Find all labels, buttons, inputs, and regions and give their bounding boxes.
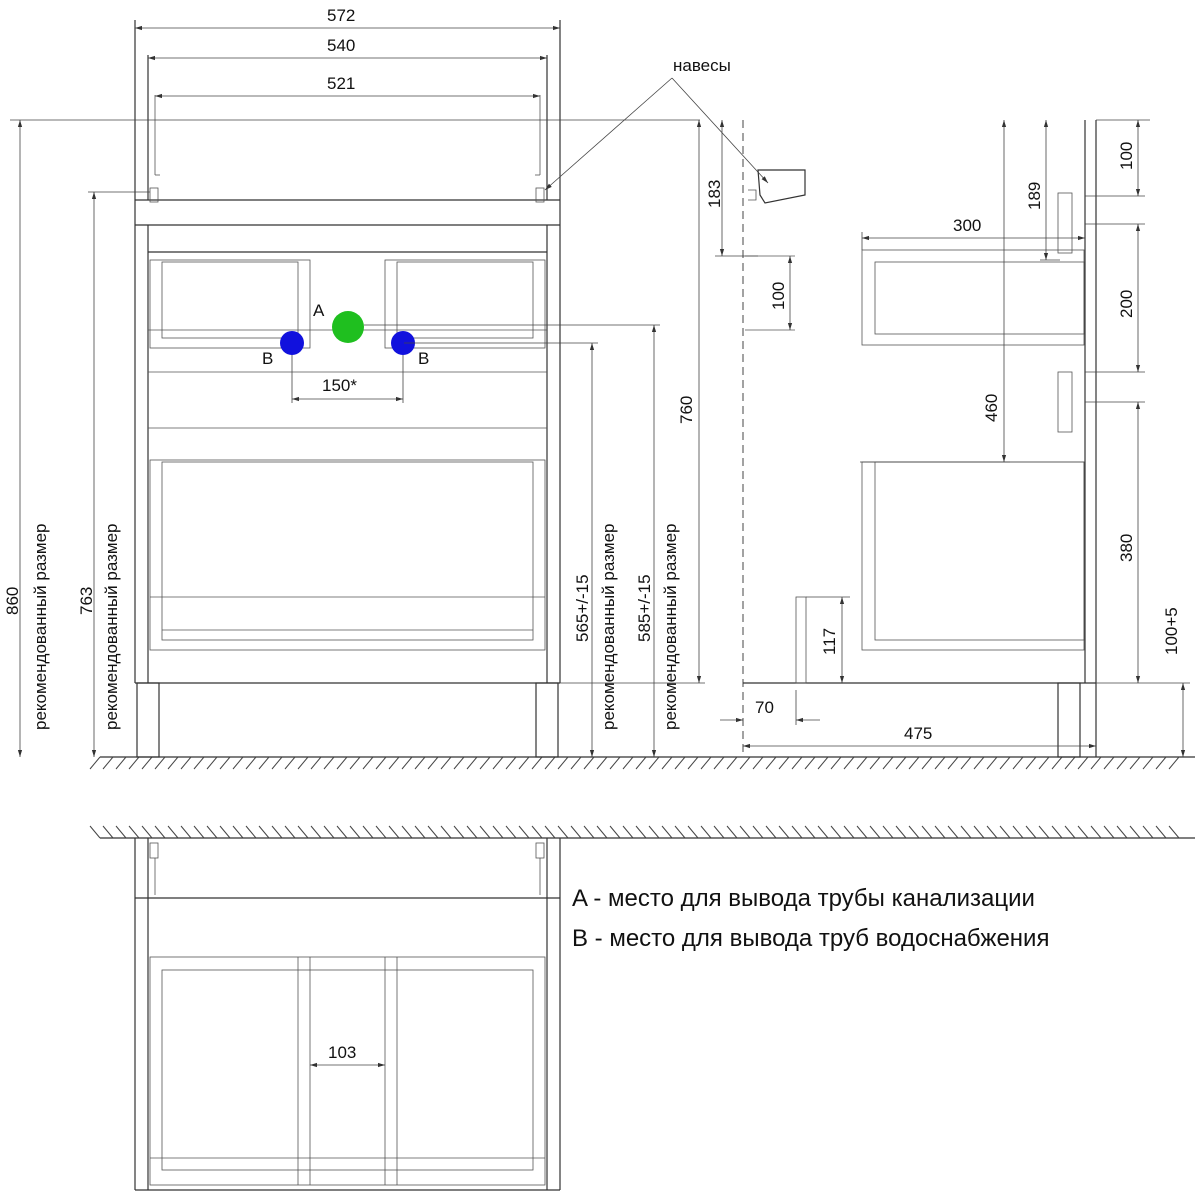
hatch-mark xyxy=(545,757,555,769)
hatch-mark xyxy=(363,757,373,769)
hatch-mark xyxy=(155,826,165,838)
hatch-mark xyxy=(1169,826,1179,838)
hatch-mark xyxy=(246,757,256,769)
dim-70 xyxy=(720,690,820,725)
hatch-mark xyxy=(1143,757,1153,769)
hatch-mark xyxy=(571,826,581,838)
svg-text:рекомендованный размер: рекомендованный размер xyxy=(661,523,680,730)
side-view xyxy=(743,120,1096,757)
hatch-mark xyxy=(1091,826,1101,838)
hatch-mark xyxy=(467,757,477,769)
hatch-mark xyxy=(961,757,971,769)
hatch-mark xyxy=(597,757,607,769)
hatch-mark xyxy=(844,826,854,838)
hatch-mark xyxy=(818,757,828,769)
svg-text:70: 70 xyxy=(755,698,774,717)
hatch-mark xyxy=(285,757,295,769)
hatch-mark xyxy=(545,826,555,838)
hatch-mark xyxy=(701,826,711,838)
label-b-left: B xyxy=(262,349,274,368)
dim-565 xyxy=(404,343,618,757)
hatch-mark xyxy=(116,757,126,769)
hatch-mark xyxy=(584,757,594,769)
dim-103 xyxy=(310,1043,385,1065)
hatch-mark xyxy=(961,826,971,838)
hatch-mark xyxy=(623,826,633,838)
hatch-mark xyxy=(246,826,256,838)
hatch-mark xyxy=(1039,757,1049,769)
hatch-mark xyxy=(129,757,139,769)
hatch-mark xyxy=(935,757,945,769)
hatch-mark xyxy=(805,826,815,838)
hatch-mark xyxy=(1104,826,1114,838)
hatch-mark xyxy=(493,757,503,769)
hatch-mark xyxy=(1039,826,1049,838)
svg-text:103: 103 xyxy=(328,1043,357,1062)
svg-text:540: 540 xyxy=(327,36,356,55)
dim-572 xyxy=(135,6,560,28)
hatch-mark xyxy=(753,757,763,769)
hatch-mark xyxy=(610,826,620,838)
svg-text:380: 380 xyxy=(1117,533,1136,562)
hatch-mark xyxy=(909,826,919,838)
hatch-mark xyxy=(311,757,321,769)
dim-585 xyxy=(364,325,680,757)
hatch-mark xyxy=(220,826,230,838)
dim-540 xyxy=(148,36,547,58)
hatch-mark xyxy=(987,757,997,769)
svg-text:100: 100 xyxy=(769,281,788,310)
hatch-mark xyxy=(831,757,841,769)
hatch-mark xyxy=(350,757,360,769)
hatch-mark xyxy=(480,826,490,838)
svg-text:585+/-15: 585+/-15 xyxy=(635,574,654,642)
hatch-mark xyxy=(948,826,958,838)
legend-b: B - место для вывода труб водоснабжения xyxy=(572,925,1050,952)
hatch-mark xyxy=(792,757,802,769)
hatch-mark xyxy=(701,757,711,769)
hatch-mark xyxy=(974,757,984,769)
hatch-mark xyxy=(363,826,373,838)
hatch-mark xyxy=(103,826,113,838)
hatch-mark xyxy=(298,826,308,838)
hatch-mark xyxy=(688,826,698,838)
hatch-mark xyxy=(324,826,334,838)
hatch-mark xyxy=(623,757,633,769)
hatch-mark xyxy=(194,826,204,838)
hatch-mark xyxy=(1143,826,1153,838)
dim-100-right xyxy=(1085,120,1150,224)
hatch-mark xyxy=(1052,826,1062,838)
hatch-mark xyxy=(506,757,516,769)
hatch-mark xyxy=(389,757,399,769)
hatch-mark xyxy=(870,757,880,769)
hatch-mark xyxy=(1078,757,1088,769)
hatch-mark xyxy=(948,757,958,769)
hatch-mark xyxy=(662,826,672,838)
hatch-mark xyxy=(1000,757,1010,769)
hatch-mark xyxy=(597,826,607,838)
hatch-mark xyxy=(532,757,542,769)
svg-text:навесы: навесы xyxy=(673,56,731,75)
hatch-mark xyxy=(818,826,828,838)
dim-100-5 xyxy=(1162,607,1183,757)
hatch-mark xyxy=(415,757,425,769)
floor-line-top xyxy=(90,757,1195,769)
hatch-mark xyxy=(649,757,659,769)
dim-117 xyxy=(806,597,850,683)
hatch-mark xyxy=(90,757,100,769)
dim-150 xyxy=(292,355,403,403)
hatch-mark xyxy=(1065,757,1075,769)
hatch-mark xyxy=(298,757,308,769)
hatch-mark xyxy=(649,826,659,838)
hatch-mark xyxy=(1000,826,1010,838)
hatch-mark xyxy=(1156,826,1166,838)
hatch-mark xyxy=(740,826,750,838)
hatch-mark xyxy=(376,757,386,769)
hatch-mark xyxy=(1156,757,1166,769)
svg-text:760: 760 xyxy=(677,395,696,424)
svg-text:475: 475 xyxy=(904,724,933,743)
hatch-mark xyxy=(428,826,438,838)
hatch-mark xyxy=(922,826,932,838)
hatch-mark xyxy=(779,757,789,769)
hatch-mark xyxy=(857,757,867,769)
hatch-mark xyxy=(805,757,815,769)
hatch-mark xyxy=(519,757,529,769)
hatch-mark xyxy=(311,826,321,838)
hatch-mark xyxy=(441,757,451,769)
label-b-right: B xyxy=(418,349,430,368)
hatch-mark xyxy=(1078,826,1088,838)
hatch-mark xyxy=(402,826,412,838)
hatch-mark xyxy=(168,757,178,769)
hatch-mark xyxy=(155,757,165,769)
svg-text:рекомендованный размер: рекомендованный размер xyxy=(102,523,121,730)
svg-text:572: 572 xyxy=(327,6,356,25)
hatch-mark xyxy=(415,826,425,838)
svg-text:521: 521 xyxy=(327,74,356,93)
hatch-mark xyxy=(1091,757,1101,769)
svg-text:460: 460 xyxy=(982,393,1001,422)
hatch-mark xyxy=(194,757,204,769)
svg-text:565+/-15: 565+/-15 xyxy=(573,574,592,642)
legend-a: A - место для вывода трубы канализации xyxy=(572,885,1035,912)
hatch-mark xyxy=(142,757,152,769)
hatch-mark xyxy=(558,826,568,838)
hatch-mark xyxy=(675,757,685,769)
hatch-mark xyxy=(129,826,139,838)
hatch-mark xyxy=(1065,826,1075,838)
svg-text:189: 189 xyxy=(1025,181,1044,210)
hatch-mark xyxy=(480,757,490,769)
svg-text:117: 117 xyxy=(820,627,839,655)
svg-text:763: 763 xyxy=(77,586,96,615)
hatch-mark xyxy=(688,757,698,769)
hatch-mark xyxy=(207,826,217,838)
hatch-mark xyxy=(1130,826,1140,838)
hatch-mark xyxy=(337,826,347,838)
dim-460 xyxy=(860,120,1010,462)
hatch-mark xyxy=(870,826,880,838)
hatch-mark xyxy=(1026,757,1036,769)
hatch-mark xyxy=(610,757,620,769)
hatch-mark xyxy=(454,826,464,838)
hatch-mark xyxy=(467,826,477,838)
wall-line-bottom xyxy=(90,826,1195,838)
svg-text:100: 100 xyxy=(1117,141,1136,170)
hatch-mark xyxy=(584,826,594,838)
hatch-mark xyxy=(831,826,841,838)
hatch-mark xyxy=(1117,826,1127,838)
hatch-mark xyxy=(181,826,191,838)
hatch-mark xyxy=(714,757,724,769)
hatch-mark xyxy=(441,826,451,838)
dim-300 xyxy=(862,216,1085,250)
hatch-mark xyxy=(233,826,243,838)
hatch-mark xyxy=(922,757,932,769)
hatch-mark xyxy=(883,757,893,769)
hatch-mark xyxy=(727,826,737,838)
hatch-mark xyxy=(844,757,854,769)
hatch-mark xyxy=(896,757,906,769)
dim-100-side xyxy=(769,256,790,330)
hatch-mark xyxy=(376,826,386,838)
hatch-mark xyxy=(532,826,542,838)
hatch-mark xyxy=(909,757,919,769)
hatch-mark xyxy=(90,826,100,838)
hatch-mark xyxy=(714,826,724,838)
hatch-mark xyxy=(402,757,412,769)
dim-763 xyxy=(77,192,150,757)
hatch-mark xyxy=(454,757,464,769)
hatch-mark xyxy=(1026,826,1036,838)
hatch-mark xyxy=(753,826,763,838)
dim-200 xyxy=(1085,224,1145,402)
hatch-mark xyxy=(519,826,529,838)
hatch-mark xyxy=(1013,757,1023,769)
svg-text:300: 300 xyxy=(953,216,982,235)
svg-text:183: 183 xyxy=(705,179,724,208)
svg-text:200: 200 xyxy=(1117,289,1136,318)
hatch-mark xyxy=(324,757,334,769)
svg-text:рекомендованный размер: рекомендованный размер xyxy=(31,523,50,730)
hatch-mark xyxy=(740,757,750,769)
dim-189 xyxy=(1025,120,1060,260)
hatch-mark xyxy=(181,757,191,769)
hatch-mark xyxy=(506,826,516,838)
hatch-mark xyxy=(493,826,503,838)
hatch-mark xyxy=(1117,757,1127,769)
hatch-mark xyxy=(337,757,347,769)
hatch-mark xyxy=(142,826,152,838)
hatch-mark xyxy=(987,826,997,838)
hatch-mark xyxy=(272,826,282,838)
hatch-mark xyxy=(935,826,945,838)
hatch-mark xyxy=(1169,757,1179,769)
hatch-mark xyxy=(636,826,646,838)
hatch-mark xyxy=(857,826,867,838)
hatch-mark xyxy=(259,826,269,838)
hatch-mark xyxy=(285,826,295,838)
hatch-mark xyxy=(675,826,685,838)
water-point-b-left xyxy=(280,331,304,355)
hatch-mark xyxy=(207,757,217,769)
dim-521 xyxy=(155,74,540,96)
hatch-mark xyxy=(1130,757,1140,769)
hatch-mark xyxy=(883,826,893,838)
hatch-mark xyxy=(766,757,776,769)
label-a: A xyxy=(313,301,325,320)
dim-475 xyxy=(743,724,1096,746)
hatch-mark xyxy=(168,826,178,838)
hatch-mark xyxy=(259,757,269,769)
top-view xyxy=(135,838,560,1190)
hatch-mark xyxy=(727,757,737,769)
hatch-mark xyxy=(974,826,984,838)
svg-text:100+5: 100+5 xyxy=(1162,607,1181,655)
hatch-mark xyxy=(662,757,672,769)
hatch-mark xyxy=(896,826,906,838)
dim-183 xyxy=(705,120,758,256)
hatch-mark xyxy=(350,826,360,838)
hatch-mark xyxy=(103,757,113,769)
hatch-mark xyxy=(1052,757,1062,769)
hatch-mark xyxy=(233,757,243,769)
hinges-callout xyxy=(545,56,768,190)
hatch-mark xyxy=(1013,826,1023,838)
svg-text:рекомендованный размер: рекомендованный размер xyxy=(599,523,618,730)
svg-text:150*: 150* xyxy=(322,376,357,395)
hatch-mark xyxy=(779,826,789,838)
hatch-mark xyxy=(766,826,776,838)
hatch-mark xyxy=(272,757,282,769)
drain-point-a xyxy=(332,311,364,343)
hatch-mark xyxy=(1104,757,1114,769)
hatch-mark xyxy=(220,757,230,769)
hatch-mark xyxy=(792,826,802,838)
hatch-mark xyxy=(389,826,399,838)
hatch-mark xyxy=(636,757,646,769)
svg-text:860: 860 xyxy=(3,586,22,615)
hatch-mark xyxy=(428,757,438,769)
hatch-mark xyxy=(571,757,581,769)
hatch-mark xyxy=(558,757,568,769)
hatch-mark xyxy=(116,826,126,838)
